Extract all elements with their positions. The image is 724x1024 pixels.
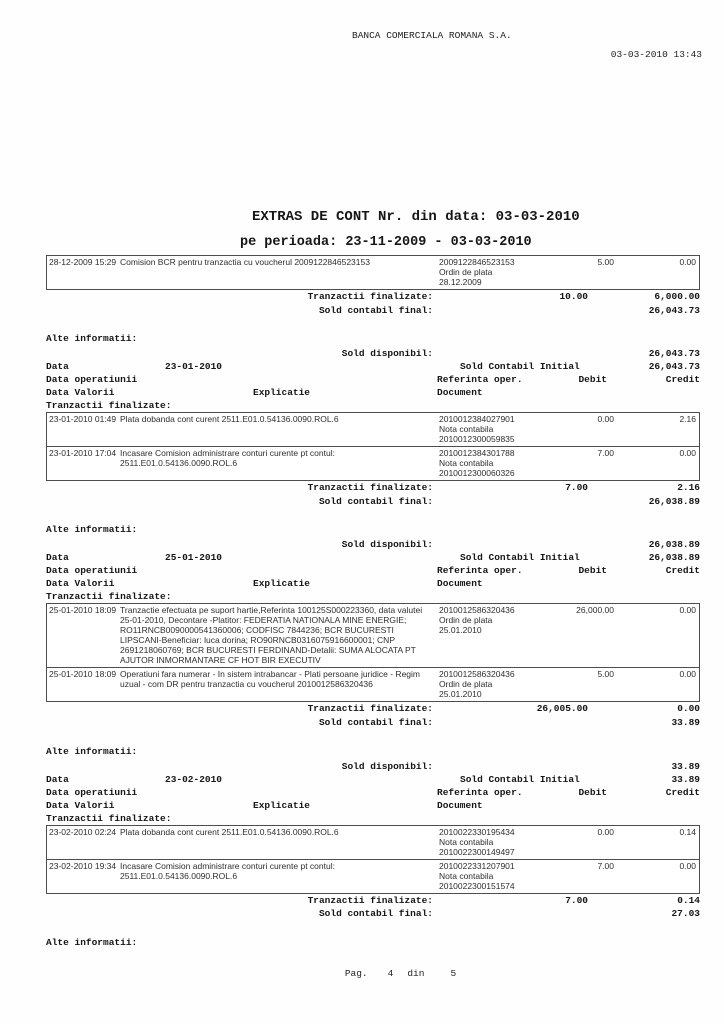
document-type: Nota contabila	[439, 836, 494, 847]
tranzactii-finalizate-heading: Tranzactii finalizate:	[46, 400, 172, 412]
row-datetime: 25-01-2010 18:09	[49, 669, 117, 680]
explicatie-label: Explicatie	[253, 578, 311, 590]
totals-credit: 0.00	[677, 703, 700, 715]
sold-disponibil-value: 26,038.89	[648, 539, 700, 551]
data-label: Data	[46, 361, 69, 373]
row-datetime: 28-12-2009 15:29	[49, 257, 117, 267]
document-label: Document	[437, 387, 483, 399]
sold-final-value: 27.03	[671, 908, 700, 920]
document-type: Ordin de plata	[439, 615, 493, 626]
row-explanation: Plata dobanda cont curent 2511.E01.0.54136.0090.ROL.6	[120, 826, 339, 837]
totals-debit: 7.00	[565, 894, 588, 906]
row-debit: 26,000.00	[576, 605, 614, 616]
section-data-line	[46, 551, 700, 564]
sold-disponibil-line	[46, 347, 700, 360]
debit-label: Debit	[578, 786, 607, 798]
data-label: Data	[46, 552, 69, 564]
row-debit: 5.00	[597, 669, 614, 680]
section-sold-final-line	[46, 495, 700, 509]
document-label: Document	[437, 799, 483, 811]
document-ref: 2010012384301788	[439, 448, 515, 459]
document-type: Ordin de plata	[439, 679, 493, 690]
credit-label: Credit	[665, 374, 700, 386]
document-ref: 2010012586320436	[439, 605, 515, 616]
totals-credit: 2.16	[677, 482, 700, 494]
section-date: 23-02-2010	[165, 773, 223, 785]
table-row	[47, 826, 699, 859]
row-debit: 0.00	[597, 826, 614, 837]
page-total: 5	[450, 968, 457, 979]
row-explanation: Incasare Comision administrare conturi curente pt contul: 2511.E01.0.54136.0090.ROL.6	[120, 860, 335, 881]
row-explanation: Comision BCR pentru tranzactia cu voucherul 2009122846523153	[120, 257, 370, 267]
statement-period: pe perioada: 23-11-2009 - 03-03-2010	[240, 235, 532, 250]
sold-disponibil-line	[46, 760, 700, 773]
bank-name: BANCA COMERCIALA ROMANA S.A.	[352, 30, 512, 41]
row-document	[439, 669, 539, 699]
tranzactii-finalizate-label: Tranzactii finalizate:	[307, 482, 433, 494]
sold-initial-value: 26,043.73	[648, 361, 700, 373]
sold-disponibil-label: Sold disponibil:	[341, 348, 433, 360]
document-date: 25.01.2010	[439, 625, 482, 636]
table-row	[47, 859, 699, 893]
carryover-transactions-table	[46, 255, 700, 290]
page-separator: din	[407, 968, 425, 979]
debit-label: Debit	[578, 565, 607, 577]
column-header-row-1	[46, 373, 700, 386]
totals-credit: 0.14	[677, 894, 700, 906]
document-ref: 2009122846523153	[439, 257, 515, 267]
sold-contabil-final-label: Sold contabil final:	[318, 908, 433, 920]
alte-informatii-label: Alte informatii:	[46, 936, 138, 948]
print-timestamp: 03-03-2010 13:43	[610, 49, 702, 60]
section-date: 23-01-2010	[165, 361, 223, 373]
row-datetime: 23-01-2010 17:04	[49, 448, 117, 459]
document-date: 2010022300149497	[439, 846, 515, 857]
row-credit: 0.00	[679, 448, 696, 459]
document-ref: 2010022330195434	[439, 826, 515, 837]
data-valorii-label: Data Valorii	[46, 387, 115, 399]
page-footer	[322, 957, 456, 990]
document-ref: 2010022331207901	[439, 860, 515, 871]
row-credit: 2.16	[679, 414, 696, 425]
tranzactii-finalizate-label: Tranzactii finalizate:	[307, 291, 433, 302]
column-header-row-2	[46, 577, 700, 590]
sold-contabil-final-label: Sold contabil final:	[318, 304, 433, 316]
document-ref: 2010012586320436	[439, 669, 515, 680]
section-totals-line	[46, 894, 700, 908]
page-number: 4	[387, 968, 394, 979]
row-document	[439, 414, 539, 444]
referinta-oper-label: Referinta oper.	[437, 374, 523, 386]
tranzactii-finalizate-label: Tranzactii finalizate:	[307, 894, 433, 906]
row-credit: 0.14	[679, 826, 696, 837]
carryover-sold-final-line	[46, 304, 700, 318]
sold-final-value: 26,043.73	[648, 304, 700, 316]
debit-label: Debit	[578, 374, 607, 386]
sold-contabil-initial-label: Sold Contabil Initial	[460, 552, 580, 564]
document-ref: 2010012384027901	[439, 414, 515, 425]
column-header-row-2	[46, 386, 700, 399]
document-date: 28.12.2009	[439, 277, 482, 287]
row-debit: 7.00	[597, 448, 614, 459]
table-row	[47, 604, 699, 667]
document-type: Nota contabila	[439, 870, 494, 881]
alte-informatii-label: Alte informatii:	[46, 333, 138, 345]
sold-contabil-initial-label: Sold Contabil Initial	[460, 773, 580, 785]
statement-title: EXTRAS DE CONT Nr. din data: 03-03-2010	[252, 209, 580, 225]
tranzactii-finalizate-heading: Tranzactii finalizate:	[46, 812, 172, 824]
row-explanation: Plata dobanda cont curent 2511.E01.0.54136.0090.ROL.6	[120, 414, 339, 425]
table-row	[47, 256, 699, 289]
sold-initial-value: 33.89	[671, 773, 700, 785]
row-explanation: Incasare Comision administrare conturi curente pt contul: 2511.E01.0.54136.0090.ROL.6	[120, 448, 335, 469]
document-label: Document	[437, 578, 483, 590]
row-explanation: Tranzactie efectuata pe suport hartie,Referinta 100125S000223360, data valutei 25-01-2010, Decontare -Platitor: FEDERATIA NATIONALA MINE ENERGIE; RO11RNCB0090000541360006; CODFISC 7844236; BCR BUCURESTI LIPSCANI-Beneficiar: luca dorina; RO90RNCB0316075916600001; CNP 2691218060769; BCR BUCURESTI FERDINAND-Detalii: SUMA ALOCATA PT AJUTOR INMORMANTARE CF HOT BIR EXECUTIV	[120, 605, 423, 666]
table-row	[47, 446, 699, 480]
sold-contabil-final-label: Sold contabil final:	[318, 495, 433, 507]
section-sold-final-line	[46, 716, 700, 730]
sold-disponibil-line	[46, 538, 700, 551]
sold-disponibil-value: 33.89	[671, 760, 700, 772]
row-datetime: 25-01-2010 18:09	[49, 605, 117, 616]
document-type: Nota contabila	[439, 458, 494, 469]
document-type: Nota contabila	[439, 424, 494, 435]
section-totals-line	[46, 481, 700, 495]
row-datetime: 23-02-2010 02:24	[49, 826, 117, 837]
sold-initial-value: 26,038.89	[648, 552, 700, 564]
data-valorii-label: Data Valorii	[46, 578, 115, 590]
data-operatiunii-label: Data operatiunii	[46, 565, 138, 577]
table-row	[47, 667, 699, 701]
credit-label: Credit	[665, 565, 700, 577]
data-valorii-label: Data Valorii	[46, 799, 115, 811]
row-document	[439, 605, 539, 665]
row-document	[439, 257, 539, 287]
totals-credit: 6,000.00	[654, 291, 700, 302]
referinta-oper-label: Referinta oper.	[437, 786, 523, 798]
document-date: 2010012300059835	[439, 434, 515, 445]
totals-debit: 7.00	[565, 482, 588, 494]
row-debit: 0.00	[597, 414, 614, 425]
data-operatiunii-label: Data operatiunii	[46, 786, 138, 798]
row-credit: 0.00	[679, 257, 696, 267]
row-credit: 0.00	[679, 605, 696, 616]
carryover-totals-line	[46, 290, 700, 304]
section-date: 25-01-2010	[165, 552, 223, 564]
alte-informatii-label: Alte informatii:	[46, 524, 138, 536]
referinta-oper-label: Referinta oper.	[437, 565, 523, 577]
transactions-table	[46, 603, 700, 702]
column-header-row-2	[46, 799, 700, 812]
sold-contabil-final-label: Sold contabil final:	[318, 716, 433, 728]
alte-informatii-label: Alte informatii:	[46, 745, 138, 757]
row-document	[439, 448, 539, 478]
sold-final-value: 33.89	[671, 716, 700, 728]
row-credit: 0.00	[679, 860, 696, 871]
section-sold-final-line	[46, 907, 700, 921]
sold-contabil-initial-label: Sold Contabil Initial	[460, 361, 580, 373]
column-header-row-1	[46, 786, 700, 799]
document-date: 25.01.2010	[439, 689, 482, 700]
tranzactii-finalizate-label: Tranzactii finalizate:	[307, 703, 433, 715]
explicatie-label: Explicatie	[253, 387, 311, 399]
row-debit: 7.00	[597, 860, 614, 871]
totals-debit: 10.00	[559, 291, 588, 302]
explicatie-label: Explicatie	[253, 799, 311, 811]
row-datetime: 23-01-2010 01:49	[49, 414, 117, 425]
sold-disponibil-value: 26,043.73	[648, 348, 700, 360]
data-operatiunii-label: Data operatiunii	[46, 374, 138, 386]
sold-disponibil-label: Sold disponibil:	[341, 539, 433, 551]
document-date: 2010022300151574	[439, 880, 515, 891]
statement-body	[46, 255, 700, 951]
row-datetime: 23-02-2010 19:34	[49, 860, 117, 871]
document-date: 2010012300060326	[439, 468, 515, 479]
tranzactii-finalizate-heading: Tranzactii finalizate:	[46, 591, 172, 603]
credit-label: Credit	[665, 786, 700, 798]
data-label: Data	[46, 773, 69, 785]
section-data-line	[46, 773, 700, 786]
sold-final-value: 26,038.89	[648, 495, 700, 507]
table-row	[47, 413, 699, 446]
row-document	[439, 827, 539, 857]
transactions-table	[46, 412, 700, 481]
totals-debit: 26,005.00	[536, 703, 588, 715]
row-debit: 5.00	[597, 257, 614, 267]
transactions-table	[46, 825, 700, 894]
document-type: Ordin de plata	[439, 267, 493, 277]
page-label: Pag.	[344, 968, 368, 979]
row-credit: 0.00	[679, 669, 696, 680]
sold-disponibil-label: Sold disponibil:	[341, 760, 433, 772]
section-totals-line	[46, 702, 700, 716]
section-data-line	[46, 360, 700, 373]
row-document	[439, 861, 539, 891]
row-explanation: Operatiuni fara numerar - In sistem intrabancar - Plati persoane juridice - Regim uzual - com DR pentru tranzactia cu voucherul 2010012586320436	[120, 669, 420, 690]
column-header-row-1	[46, 564, 700, 577]
